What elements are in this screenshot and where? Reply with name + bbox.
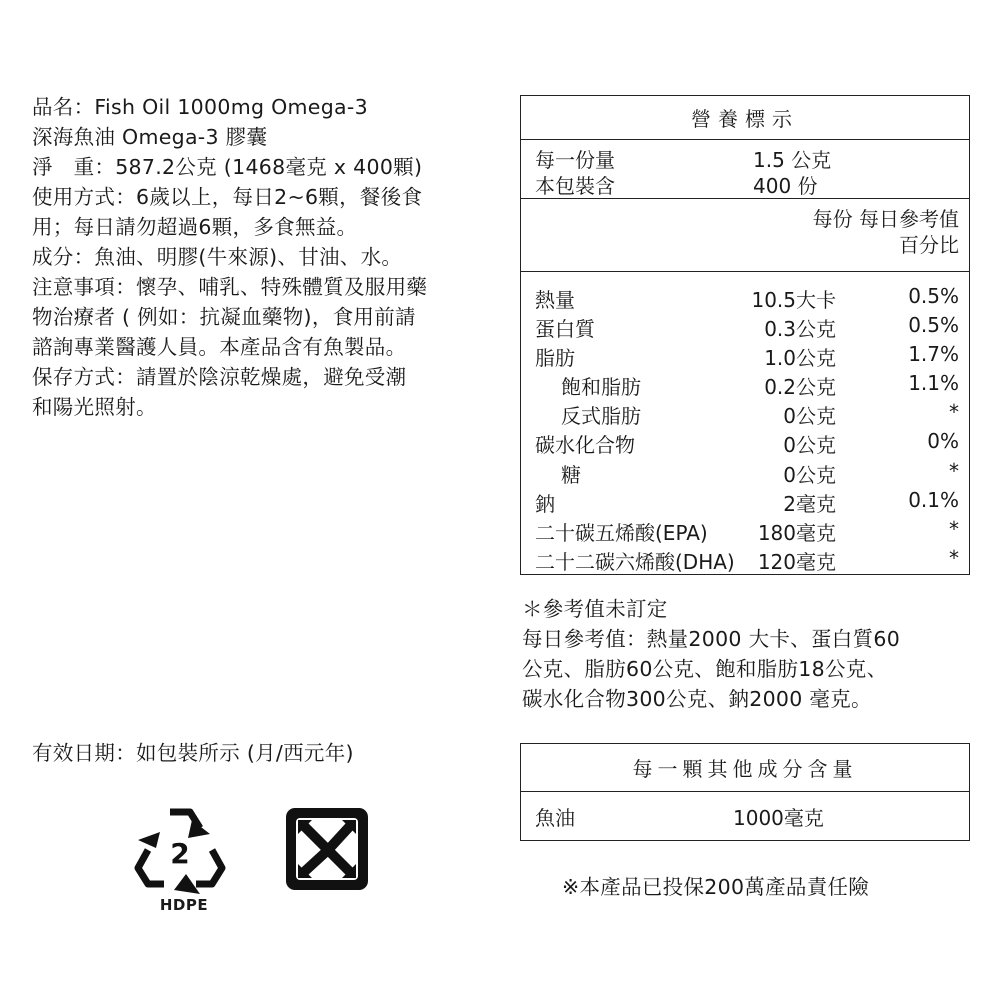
table-row [521,313,969,342]
nutrient-amount: 0.3公克 [764,317,836,342]
table-row [521,342,969,371]
product-info [32,92,502,422]
nutrient-percent: 0.5% [908,284,959,308]
storage-line-1: 保存方式：請置於陰涼乾燥處，避免受潮 [32,365,407,389]
other-content-table [520,743,970,841]
nutrient-amount: 0公克 [783,404,836,429]
header-percent: 百分比 [899,233,959,257]
nutrient-name: 糖 [561,462,581,487]
servings-value: 400 份 [753,174,818,198]
table-row [521,459,969,488]
serving-size-label: 每一份量 [535,148,615,172]
usage-line-1: 使用方式：6歲以上，每日2~6顆，餐後食 [32,185,423,209]
net-weight: 淨 重：587.2公克 (1468毫克 x 400顆) [32,155,423,179]
nutrient-percent: 0% [927,429,959,454]
nutrition-title: 營養標示 [521,96,969,140]
recycle-number: 2 [170,837,190,870]
table-row [521,488,969,517]
table-row [521,371,969,400]
usage-line-2: 用；每日請勿超過6顆，多食無益。 [32,215,358,239]
product-name-en: 品名：Fish Oil 1000mg Omega-3 [32,95,368,119]
nutrient-amount: 0.2公克 [764,375,836,400]
caution-line-3: 諮詢專業醫護人員。本產品含有魚製品。 [32,335,407,359]
reference-notes [522,594,992,714]
note-reference-3: 碳水化合物300公克、鈉2000 毫克。 [522,687,872,711]
nutrient-amount: 0公克 [783,433,836,458]
recycle-label: HDPE [159,896,209,914]
note-reference-2: 公克、脂肪60公克、飽和脂肪18公克、 [522,657,888,681]
nutrition-rows [521,272,969,575]
header-per-serving: 每份 每日參考值 [812,207,959,231]
content-value: 1000毫克 [733,806,824,830]
nutrient-percent: 1.7% [908,342,959,367]
nutrient-percent: 0.1% [908,487,959,512]
table-row [521,400,969,429]
table-row [521,284,969,313]
taiwan-recycle-mark-icon [282,804,372,894]
product-name-zh: 深海魚油 Omega-3 膠囊 [32,125,268,149]
nutrient-name: 熱量 [535,288,575,312]
table-row [521,792,969,840]
nutrient-amount: 2毫克 [783,491,836,516]
nutrient-percent: * [949,458,959,483]
nutrient-amount: 10.5大卡 [751,288,836,312]
nutrition-table [520,95,970,575]
insurance-note: ※本產品已投保200萬產品責任險 [562,875,870,899]
storage-line-2: 和陽光照射。 [32,395,157,419]
nutrient-amount: 1.0公克 [764,346,836,371]
servings-label: 本包裝含 [535,174,615,198]
nutrient-name: 反式脂肪 [561,404,641,429]
note-undefined: ＊參考值未訂定 [522,597,668,621]
table-row [521,429,969,458]
nutrient-name: 飽和脂肪 [561,375,641,400]
other-content-title: 每一顆其他成分含量 [521,744,969,792]
caution-line-2: 物治療者 ( 例如：抗凝血藥物)，食用前請 [32,305,416,329]
nutrient-percent: * [949,545,959,570]
content-name: 魚油 [535,806,575,830]
note-reference-1: 每日參考值：熱量2000 大卡、蛋白質60 [522,627,901,651]
nutrient-name: 二十碳五烯酸(EPA) [535,520,708,545]
ingredients: 成分：魚油、明膠(牛來源)、甘油、水。 [32,245,403,269]
nutrient-amount: 120毫克 [757,549,836,574]
nutrient-percent: * [949,516,959,541]
nutrient-name: 鈉 [535,491,555,516]
caution-line-1: 注意事項：懷孕、哺乳、特殊體質及服用藥 [32,275,428,299]
nutrient-percent: * [949,400,959,425]
nutrient-name: 碳水化合物 [535,433,635,458]
nutrient-amount: 180毫克 [757,520,836,545]
nutrient-name: 蛋白質 [535,317,595,342]
nutrient-percent: 0.5% [908,313,959,338]
table-row [521,517,969,546]
expiry-date: 有效日期：如包裝所示 (月/西元年) [32,741,354,765]
nutrient-amount: 0公克 [783,462,836,487]
table-row [521,546,969,575]
nutrient-name: 二十二碳六烯酸(DHA) [535,549,735,574]
nutrition-header [521,199,969,272]
serving-size-value: 1.5 公克 [753,148,832,172]
serving-info [521,140,969,199]
nutrient-name: 脂肪 [535,346,575,371]
nutrient-percent: 1.1% [908,371,959,396]
